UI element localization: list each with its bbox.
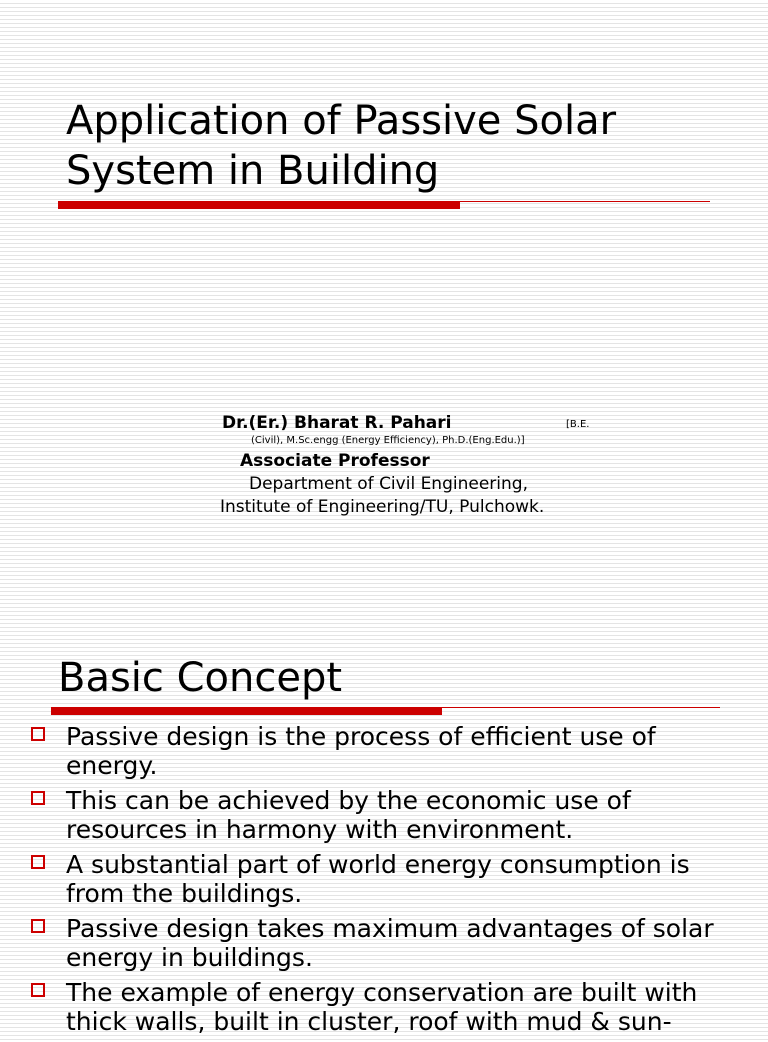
list-item [0,850,768,908]
hollow-square-bullet-icon [31,919,45,933]
author-degrees: (Civil), M.Sc.engg (Energy Efficiency), Ph.D.(Eng.Edu.)] [251,435,525,446]
hollow-square-bullet-icon [31,983,45,997]
title-underline-thin [442,707,720,708]
slide-title: Application of Passive Solar System in Building [66,98,617,194]
bullet-list [0,722,768,1042]
bullet-text: Passive design is the process of efficient use of energy. [66,722,656,780]
bullet-text: Passive design takes maximum advantages of solar energy in buildings. [66,914,714,972]
author-degrees-start: [B.E. [566,419,590,430]
list-item [0,978,768,1036]
author-name: Dr.(Er.) Bharat R. Pahari [222,413,452,433]
bullet-text: A substantial part of world energy consumption is from the buildings. [66,850,690,908]
title-underline-thick [58,201,460,209]
list-item [0,914,768,972]
bullet-text: The example of energy conservation are built with thick walls, built in cluster, roof with mud & sun- [66,978,698,1036]
title-underline-thick [51,707,442,715]
bullet-text: This can be achieved by the economic use of resources in harmony with environment. [66,786,631,844]
hollow-square-bullet-icon [31,727,45,741]
title-underline-thin [460,201,710,202]
hollow-square-bullet-icon [31,855,45,869]
list-item [0,786,768,844]
slide-title: Basic Concept [58,655,343,701]
author-title: Associate Professor [240,451,430,471]
list-item [0,722,768,780]
hollow-square-bullet-icon [31,791,45,805]
content-slide [0,640,768,1036]
author-department: Department of Civil Engineering, [249,474,528,494]
author-institute: Institute of Engineering/TU, Pulchowk. [220,497,545,517]
